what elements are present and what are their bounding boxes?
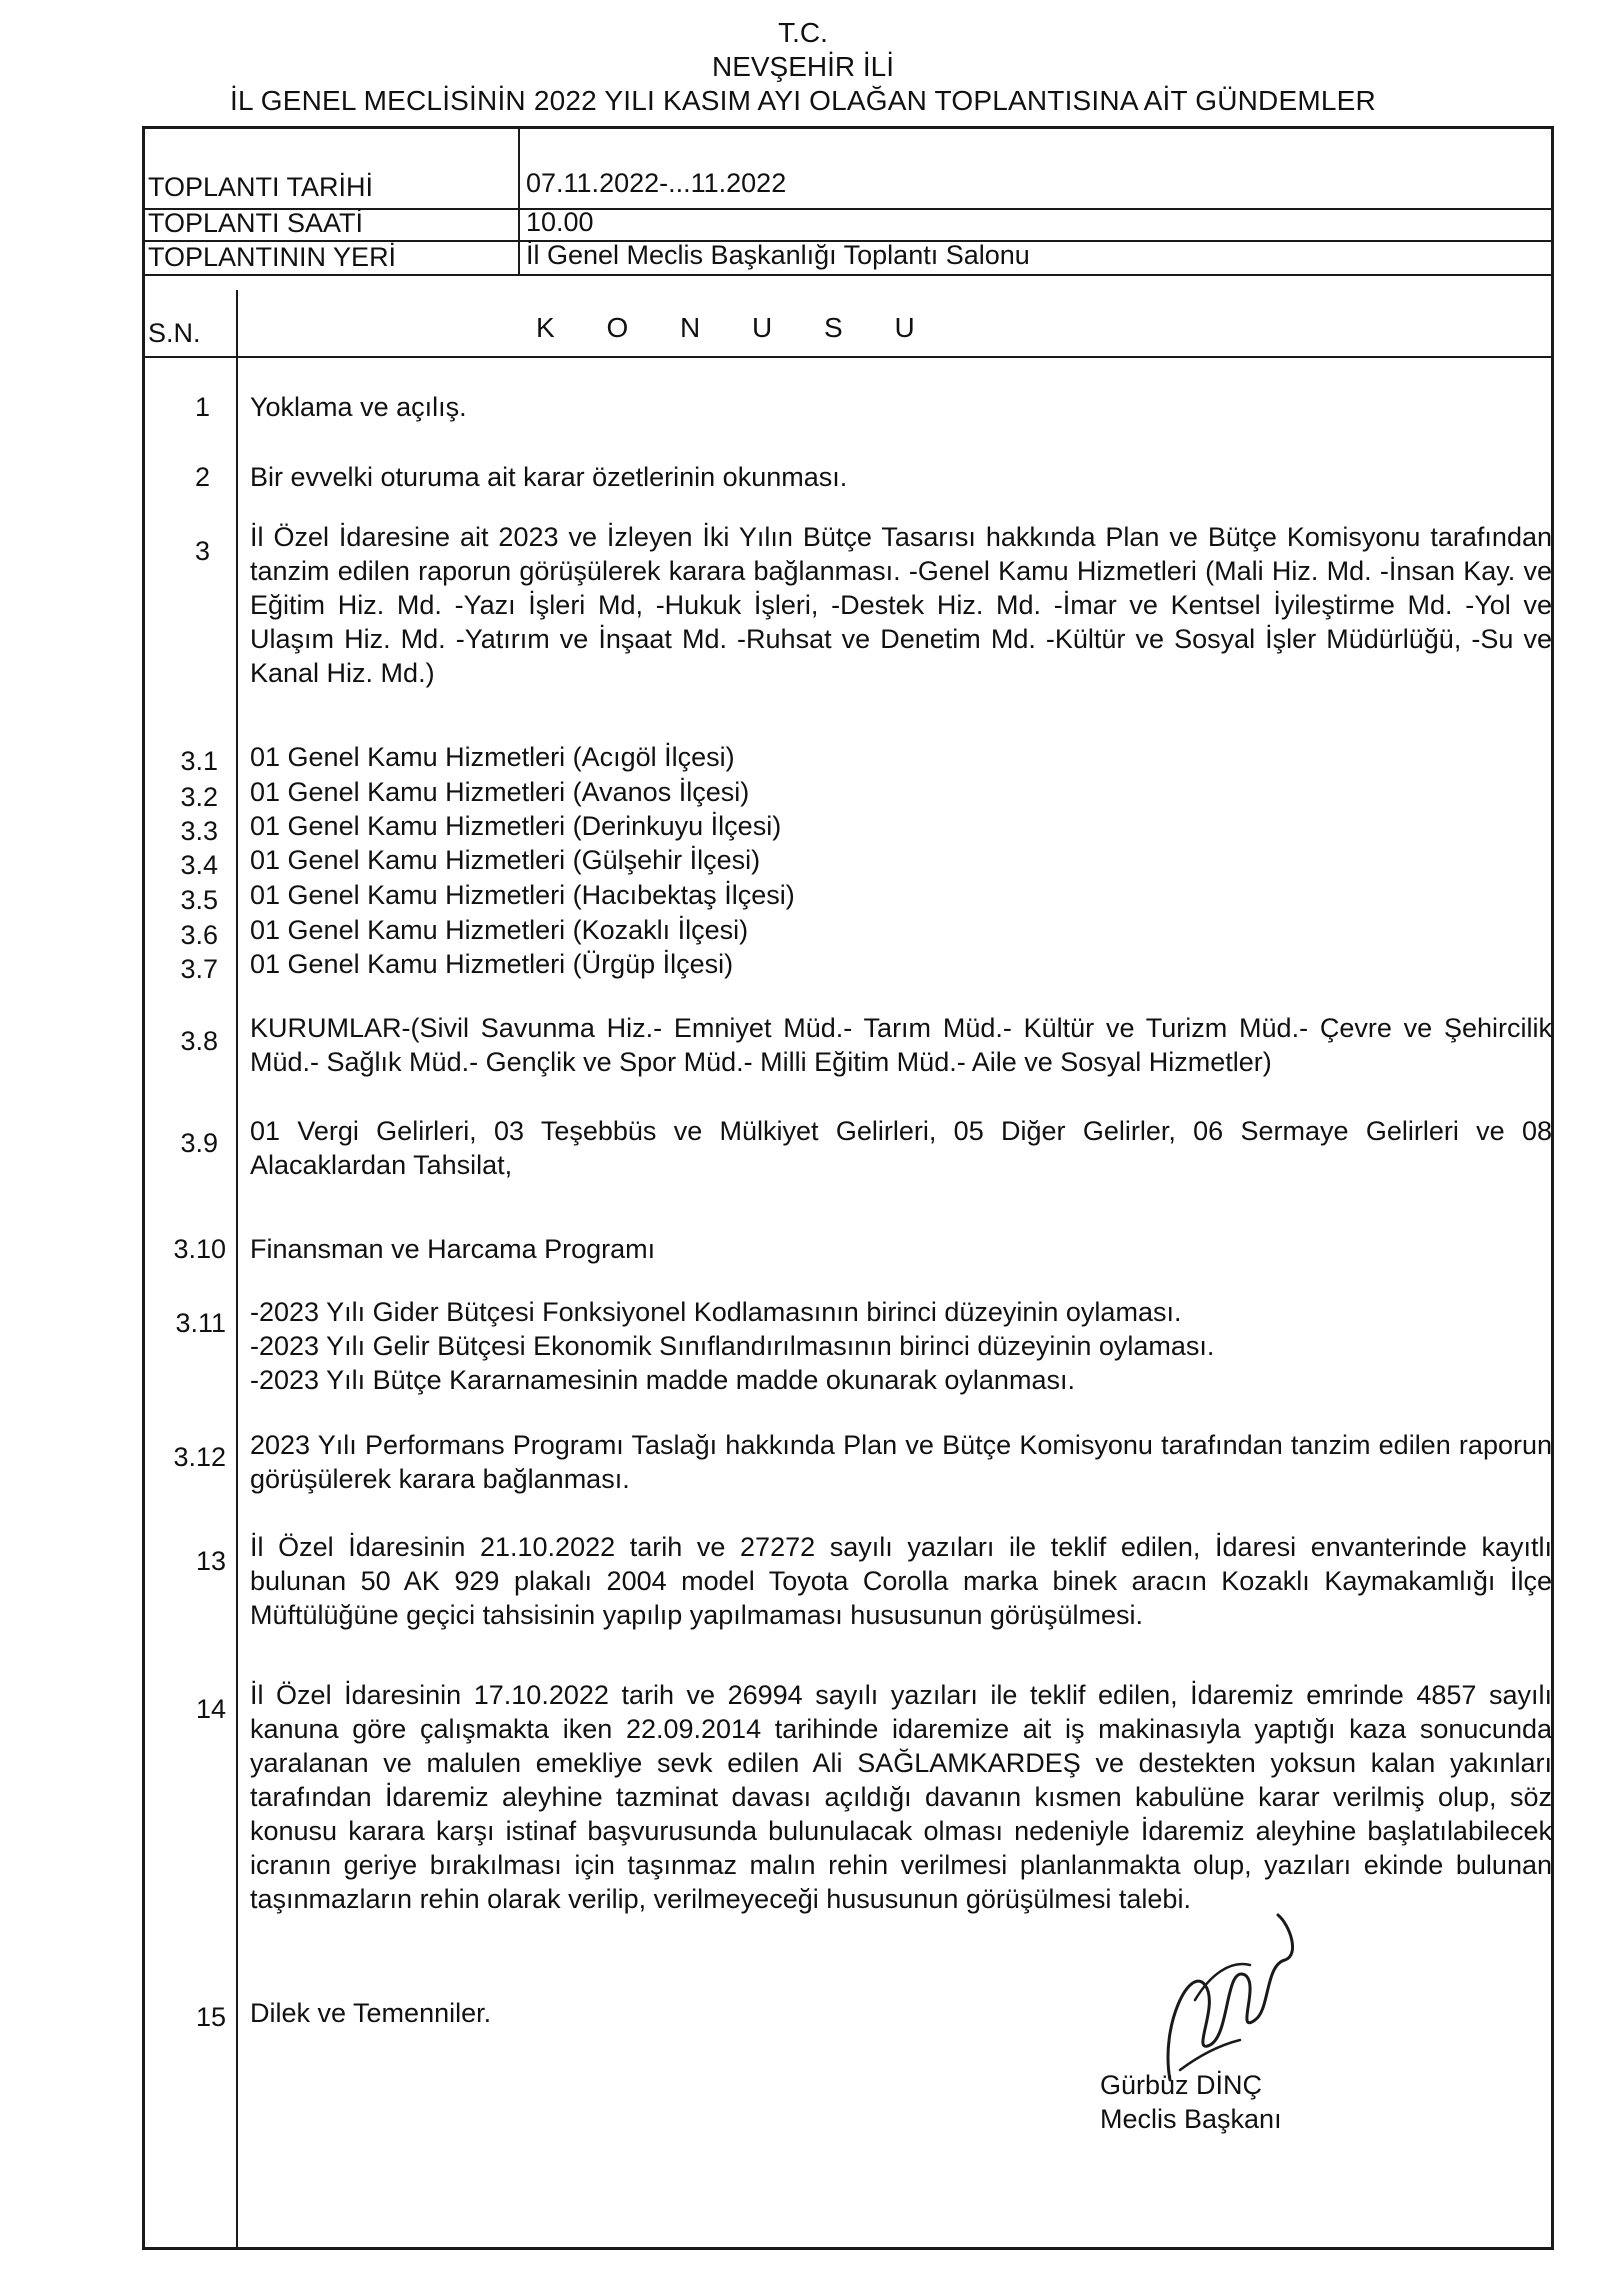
item-number: 3.6 [180,920,218,950]
item-text: 01 Genel Kamu Hizmetleri (Derinkuyu İlçesi) [250,811,782,841]
item-number: 3.5 [180,885,218,915]
item-text: KURUMLAR-(Sivil Savunma Hiz.- Emniyet Müd.- Tarım Müd.- Kültür ve Turizm Müd.- Çevre ve Şehircilik Müd.- Sağlık Müd.- Gençlik ve Spor Müd.- Milli Eğitim Müd.- Aile ve Sosyal Hizmetler) [250,1013,1552,1077]
item-text: 01 Genel Kamu Hizmetleri (Hacıbektaş İlçesi) [250,880,795,910]
item-number: 1 [194,392,210,422]
item-number: 3.1 [180,746,218,776]
meta-row-divider-3 [142,274,1554,276]
item-number: 3.8 [180,1026,218,1056]
item-number: 3.11 [175,1308,226,1338]
item-number: 15 [195,2002,226,2032]
item-number: 3.12 [173,1442,226,1472]
item-text: 2023 Yılı Performans Programı Taslağı hakkında Plan ve Bütçe Komisyonu tarafından tanzim edilen raporun görüşülerek karara bağlanması. [250,1430,1552,1494]
signature-scribble [1150,1905,1310,2095]
header-line-tc: T.C. [778,17,828,48]
meeting-place-label: TOPLANTININ YERİ [148,242,397,272]
signatory-title: Meclis Başkanı [1100,2104,1282,2134]
item-text: İl Özel İdaresinin 17.10.2022 tarih ve 26994 sayılı yazıları ile teklif edilen, İdaremiz emrinde 4857 sayılı kanuna göre çalışmakta iken 22.09.2014 tarihinde idaremize ait iş makinasıyla yaptığı kaza sonucunda yaralanan ve malulen emekliye sevk edilen Ali SAĞLAMKARDEŞ ve destekten yoksun kalan yakınları tarafından İdaremiz aleyhine tazminat davası açıldığı davanın kısmen kabulüne karar verilmiş olup, söz konusu karara karşı istinaf başvurusunda bulunulacak olması nedeniyle İdaremiz aleyhine başlatılabilecek icranın geriye bırakılması için taşınmaz malın rehin verilmesi planlanmakta olup, yazıları ekinde bulunan taşınmazların rehin olarak verilip, verilmeyeceği hususunun görüşülmesi talebi. [250,1680,1552,1914]
item-text: 01 Genel Kamu Hizmetleri (Acıgöl İlçesi) [250,742,735,772]
item-number: 3 [194,536,210,566]
item-number: 13 [195,1546,226,1576]
item-text: 01 Genel Kamu Hizmetleri (Kozaklı İlçesi) [250,915,749,945]
item-text: 01 Vergi Gelirleri, 03 Teşebbüs ve Mülkiyet Gelirleri, 05 Diğer Gelirler, 06 Sermaye Gelirleri ve 08 Alacaklardan Tahsilat, [250,1116,1552,1180]
item-number: 3.3 [180,816,218,846]
item-number: 2 [194,462,210,492]
sn-column-divider [236,290,238,2250]
item-number: 3.2 [180,782,218,812]
item-number: 3.9 [180,1128,218,1158]
item-text-line: -2023 Yılı Gelir Bütçesi Ekonomik Sınıflandırılmasının birinci düzeyinin oylaması. [250,1331,1215,1361]
item-text-line: -2023 Yılı Bütçe Kararnamesinin madde madde okunarak oylanması. [250,1365,1075,1395]
document-title: İL GENEL MECLİSİNİN 2022 YILI KASIM AYI OLAĞAN TOPLANTISINA AİT GÜNDEMLER [230,85,1376,116]
item-number: 3.4 [180,850,218,880]
meeting-place-value: İl Genel Meclis Başkanlığı Toplantı Salonu [526,240,1030,270]
item-text: 01 Genel Kamu Hizmetleri (Avanos İlçesi) [250,777,750,807]
meeting-time-label: TOPLANTI SAATİ [148,208,364,238]
column-header-divider [142,356,1554,358]
item-text: 01 Genel Kamu Hizmetleri (Gülşehir İlçesi) [250,845,761,875]
item-text: 01 Genel Kamu Hizmetleri (Ürgüp İlçesi) [250,949,734,979]
item-text: İl Özel İdaresinin 21.10.2022 tarih ve 27272 sayılı yazıları ile teklif edilen, İdaresi envanterinde kayıtlı bulunan 50 AK 929 plakalı 2004 model Toyota Corolla marka binek aracın Kozaklı Kaymakamlığı İlçe Müftülüğüne geçici tahsisinin yapılıp yapılmaması hususunun görüşülmesi. [250,1532,1552,1630]
item-number: 3.7 [180,954,218,984]
column-header-konu: K O N U S U [536,312,917,343]
signatory-name: Gürbüz DİNÇ [1100,2070,1263,2100]
item-text-line: -2023 Yılı Gider Bütçesi Fonksiyonel Kodlamasının birinci düzeyinin oylaması. [250,1297,1182,1327]
item-text: Yoklama ve açılış. [250,392,467,422]
item-text: Bir evvelki oturuma ait karar özetlerinin okunması. [250,462,848,492]
meeting-time-value: 10.00 [526,207,594,237]
meeting-date-value: 07.11.2022-...11.2022 [526,168,787,198]
agenda-table-frame [142,126,1554,2250]
meeting-date-label: TOPLANTI TARİHİ [148,172,374,202]
item-text: Finansman ve Harcama Programı [250,1234,656,1264]
header-line-province: NEVŞEHİR İLİ [711,51,895,82]
meta-column-divider [518,126,520,276]
item-text: Dilek ve Temenniler. [250,1998,492,2028]
item-number: 14 [195,1694,226,1724]
item-text: İl Özel İdaresine ait 2023 ve İzleyen İki Yılın Bütçe Tasarısı hakkında Plan ve Bütçe Komisyonu tarafından tanzim edilen raporun görüşülerek karara bağlanması. -Genel Kamu Hizmetleri (Mali Hiz. Md. -İnsan Kay. ve Eğitim Hiz. Md. -Yazı İşleri Md, -Hukuk İşleri, -Destek Hiz. Md. -İmar ve Kentsel İyileştirme Md. -Yol ve Ulaşım Hiz. Md. -Yatırım ve İnşaat Md. -Ruhsat ve Denetim Md. -Kültür ve Sosyal İşler Müdürlüğü, -Su ve Kanal Hiz. Md.) [250,522,1552,688]
column-header-sn: S.N. [148,318,201,348]
item-number: 3.10 [173,1234,226,1264]
